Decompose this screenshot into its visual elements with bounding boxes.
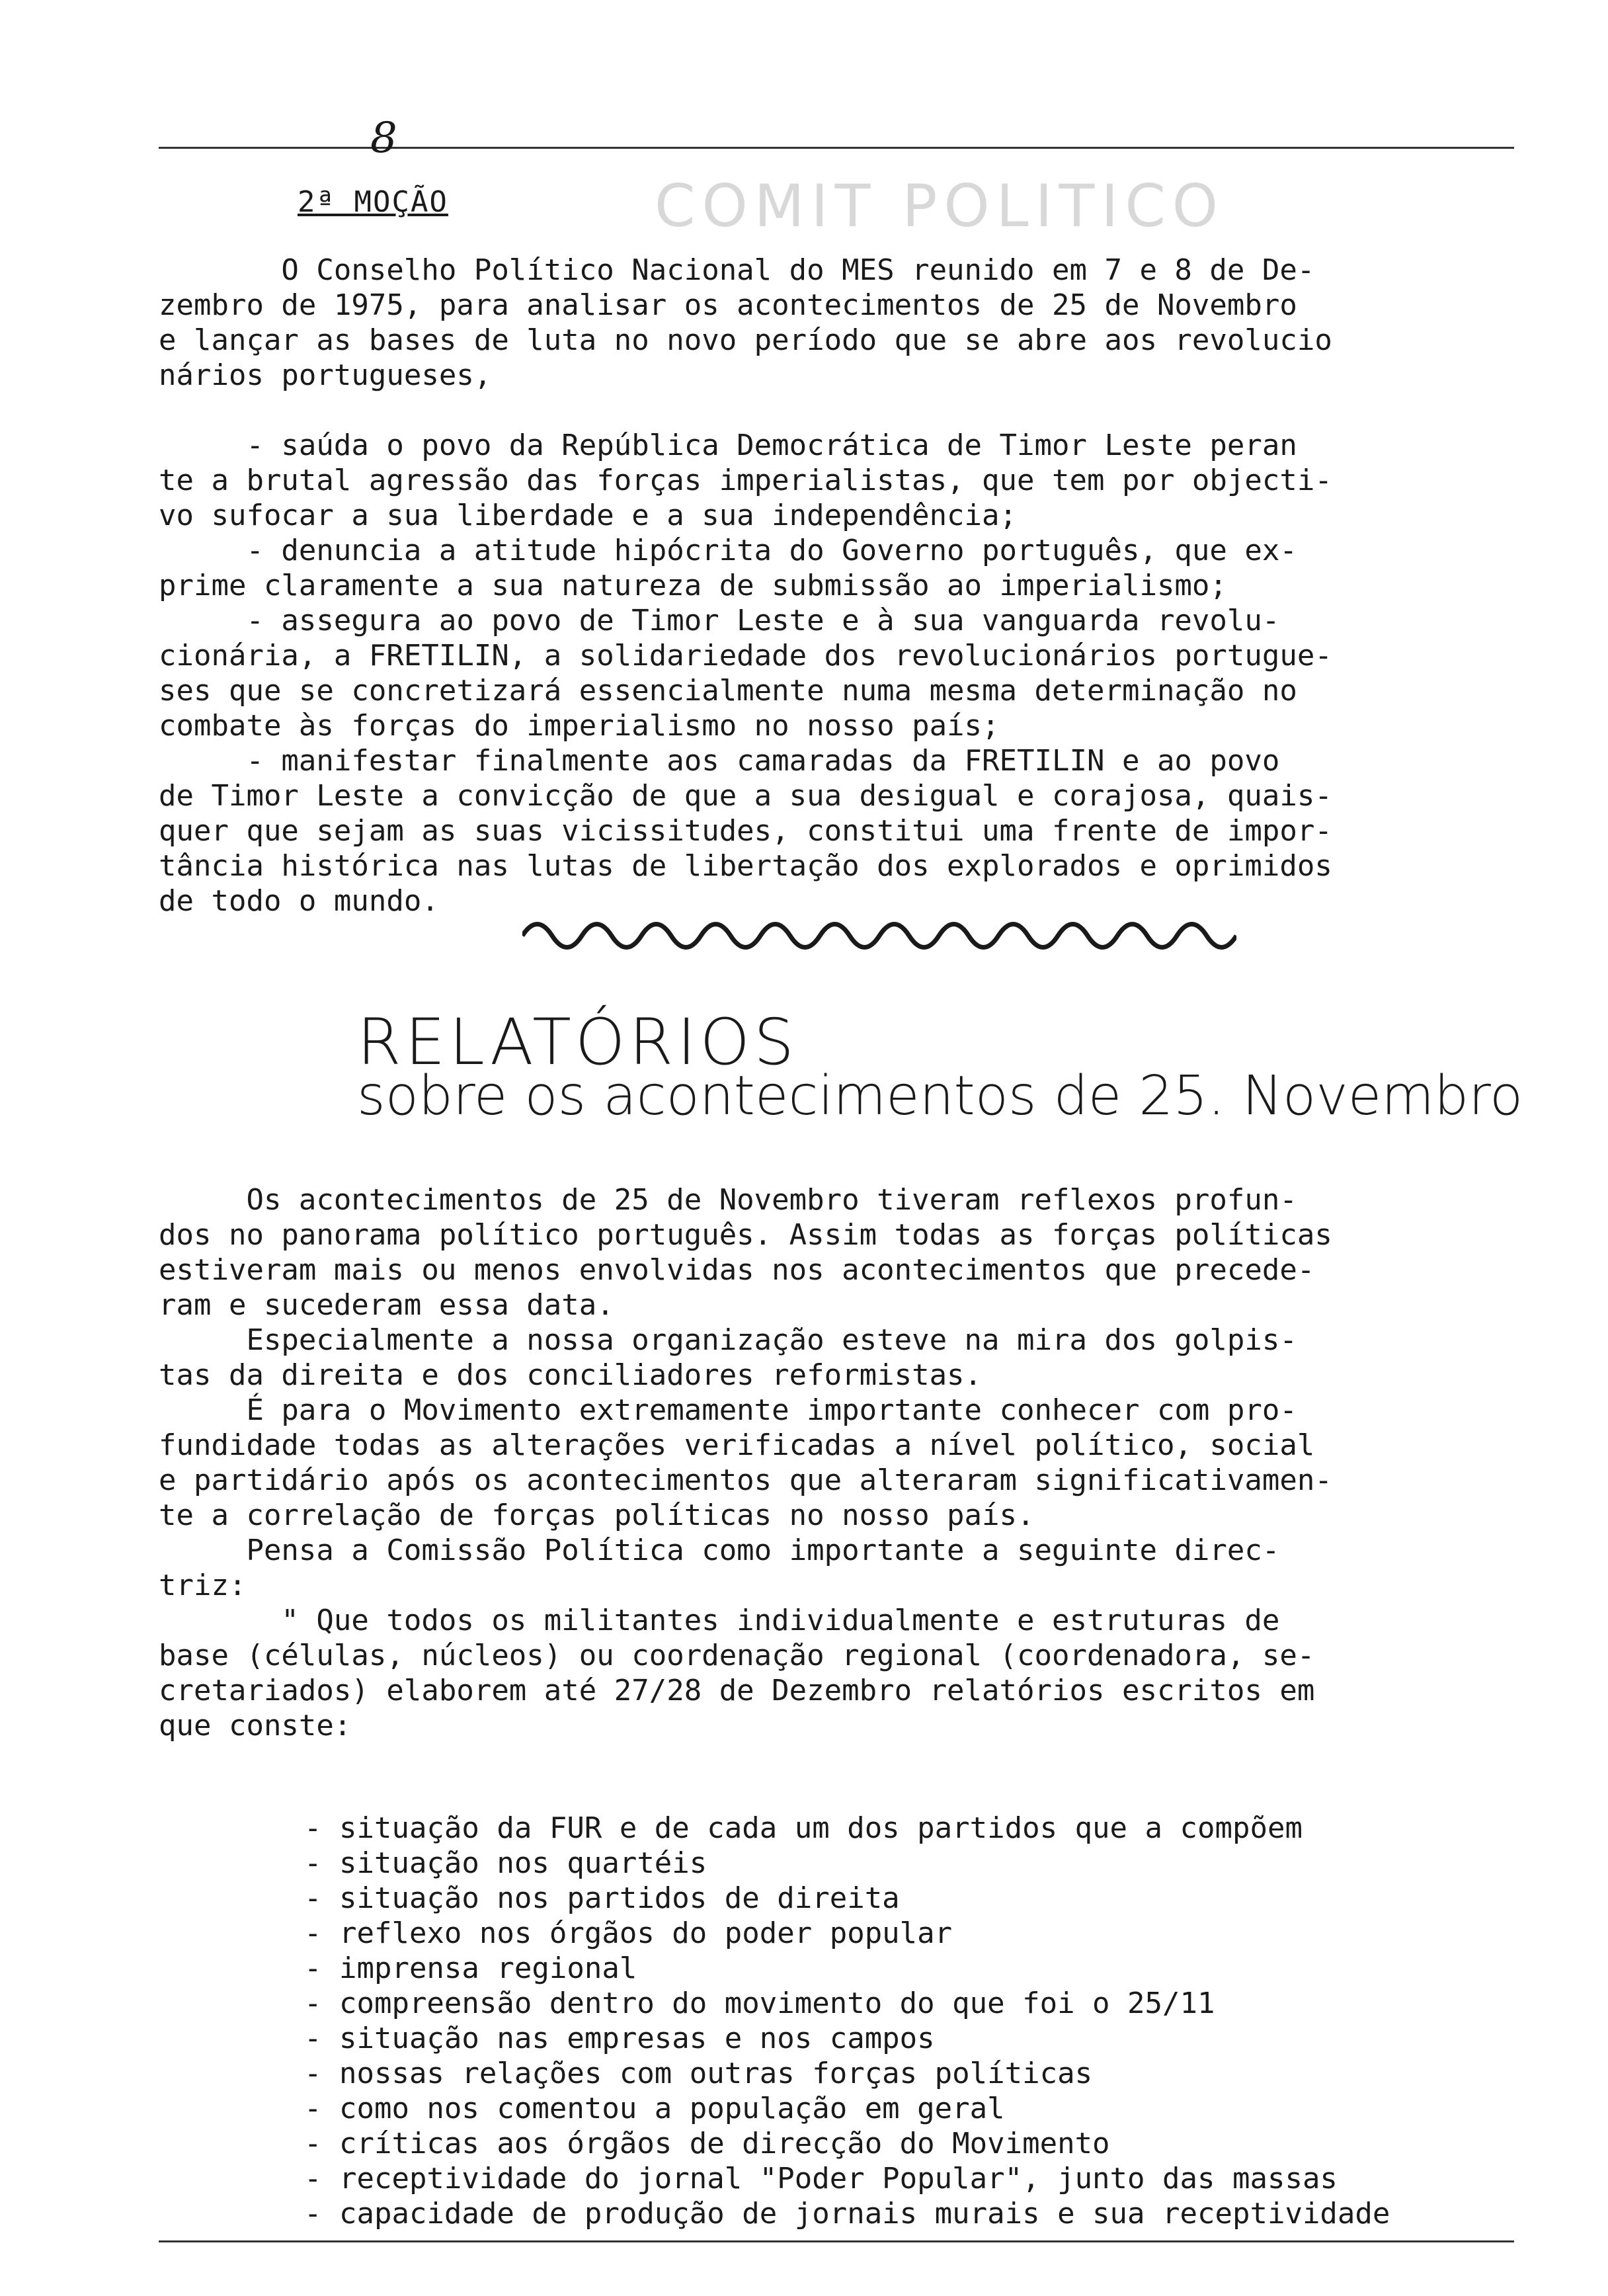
list-item: - reflexo nos órgãos do poder popular <box>304 1916 953 1950</box>
motion-line: - saúda o povo da República Democrática de Timor Leste peran <box>159 429 1297 462</box>
report-line: te a correlação de forças políticas no nosso país. <box>159 1498 1035 1532</box>
report-line: Pensa a Comissão Política como importante a seguinte direc- <box>159 1534 1280 1567</box>
motion-line: e lançar as bases de luta no novo período que se abre aos revolucio <box>159 323 1332 357</box>
report-line: " Que todos os militantes individualmente e estruturas de <box>159 1604 1280 1637</box>
motion-line: de todo o mundo. <box>159 884 439 918</box>
list-item: - compreensão dentro do movimento do que foi o 25/11 <box>304 1987 1215 2020</box>
motion-line: zembro de 1975, para analisar os acontecimentos de 25 de Novembro <box>159 288 1297 322</box>
motion-line: cionária, a FRETILIN, a solidariedade dos revolucionários portugue- <box>159 639 1332 673</box>
list-item: - nossas relações com outras forças políticas <box>304 2057 1093 2090</box>
wave-divider <box>522 913 1236 959</box>
list-item: - situação da FUR e de cada um dos partidos que a compõem <box>304 1811 1303 1845</box>
motion-line: te a brutal agressão das forças imperialistas, que tem por objecti- <box>159 464 1332 497</box>
motion-text <box>159 253 1521 919</box>
report-line: que conste: <box>159 1709 352 1742</box>
report-line: cretariados) elaborem até 27/28 de Dezembro relatórios escritos em <box>159 1674 1315 1707</box>
list-item: - imprensa regional <box>304 1951 637 1985</box>
motion-line: - denuncia a atitude hipócrita do Governo português, que ex- <box>159 534 1297 567</box>
page-number: 8 <box>370 114 397 163</box>
motion-line: de Timor Leste a convicção de que a sua desigual e corajosa, quais- <box>159 779 1332 813</box>
top-rule <box>159 147 1514 149</box>
list-item: - situação nos quartéis <box>304 1846 707 1880</box>
list-item: - críticas aos órgãos de direcção do Movimento <box>304 2127 1110 2160</box>
motion-heading: 2ª MOÇÃO <box>298 185 448 219</box>
report-line: tas da direita e dos conciliadores reformistas. <box>159 1358 983 1392</box>
motion-line: quer que sejam as suas vicissitudes, constitui uma frente de impor- <box>159 814 1332 848</box>
motion-line: nários portugueses, <box>159 358 492 392</box>
motion-line: - manifestar finalmente aos camaradas da FRETILIN e ao povo <box>159 744 1280 778</box>
report-line: Especialmente a nossa organização esteve na mira dos golpis- <box>159 1323 1297 1357</box>
report-line: e partidário após os acontecimentos que alteraram significativamen- <box>159 1463 1332 1497</box>
list-item: - como nos comentou a população em geral <box>304 2092 1005 2125</box>
list-item: - receptividade do jornal "Poder Popular", junto das massas <box>304 2162 1338 2195</box>
motion-line: - assegura ao povo de Timor Leste e à sua vanguarda revolu- <box>159 604 1280 637</box>
report-line: base (células, núcleos) ou coordenação regional (coordenadora, se- <box>159 1639 1315 1672</box>
list-item: - situação nas empresas e nos campos <box>304 2022 935 2055</box>
report-line: estiveram mais ou menos envolvidas nos acontecimentos que precede- <box>159 1253 1315 1287</box>
bottom-rule <box>159 2240 1514 2242</box>
list-item: - capacidade de produção de jornais murais e sua receptividade <box>304 2197 1390 2231</box>
motion-line: prime claramente a sua natureza de submissão ao imperialismo; <box>159 569 1227 602</box>
list-item: - situação nos partidos de direita <box>304 1881 900 1915</box>
faint-stamp: COMIT POLITICO <box>655 172 1225 240</box>
report-title: RELATÓRIOS <box>357 1005 798 1079</box>
report-subtitle: sobre os acontecimentos de 25. Novembro <box>357 1065 1523 1128</box>
motion-line: vo sufocar a sua liberdade e a sua independência; <box>159 499 1018 532</box>
motion-line: O Conselho Político Nacional do MES reunido em 7 e 8 de De- <box>159 253 1315 287</box>
report-list <box>304 1811 1547 2231</box>
report-text <box>159 1182 1521 1743</box>
report-line: ram e sucederam essa data. <box>159 1288 614 1322</box>
motion-line: combate às forças do imperialismo no nosso país; <box>159 709 1000 743</box>
motion-line: tância histórica nas lutas de libertação dos explorados e oprimidos <box>159 849 1332 883</box>
report-line: dos no panorama político português. Assim todas as forças políticas <box>159 1218 1332 1252</box>
report-line: É para o Movimento extremamente importante conhecer com pro- <box>159 1393 1297 1427</box>
motion-line: ses que se concretizará essencialmente numa mesma determinação no <box>159 674 1297 708</box>
motion-line <box>159 393 1521 428</box>
report-line: triz: <box>159 1569 247 1602</box>
report-line: fundidade todas as alterações verificadas a nível político, social <box>159 1428 1315 1462</box>
report-line: Os acontecimentos de 25 de Novembro tiveram reflexos profun- <box>159 1183 1297 1217</box>
